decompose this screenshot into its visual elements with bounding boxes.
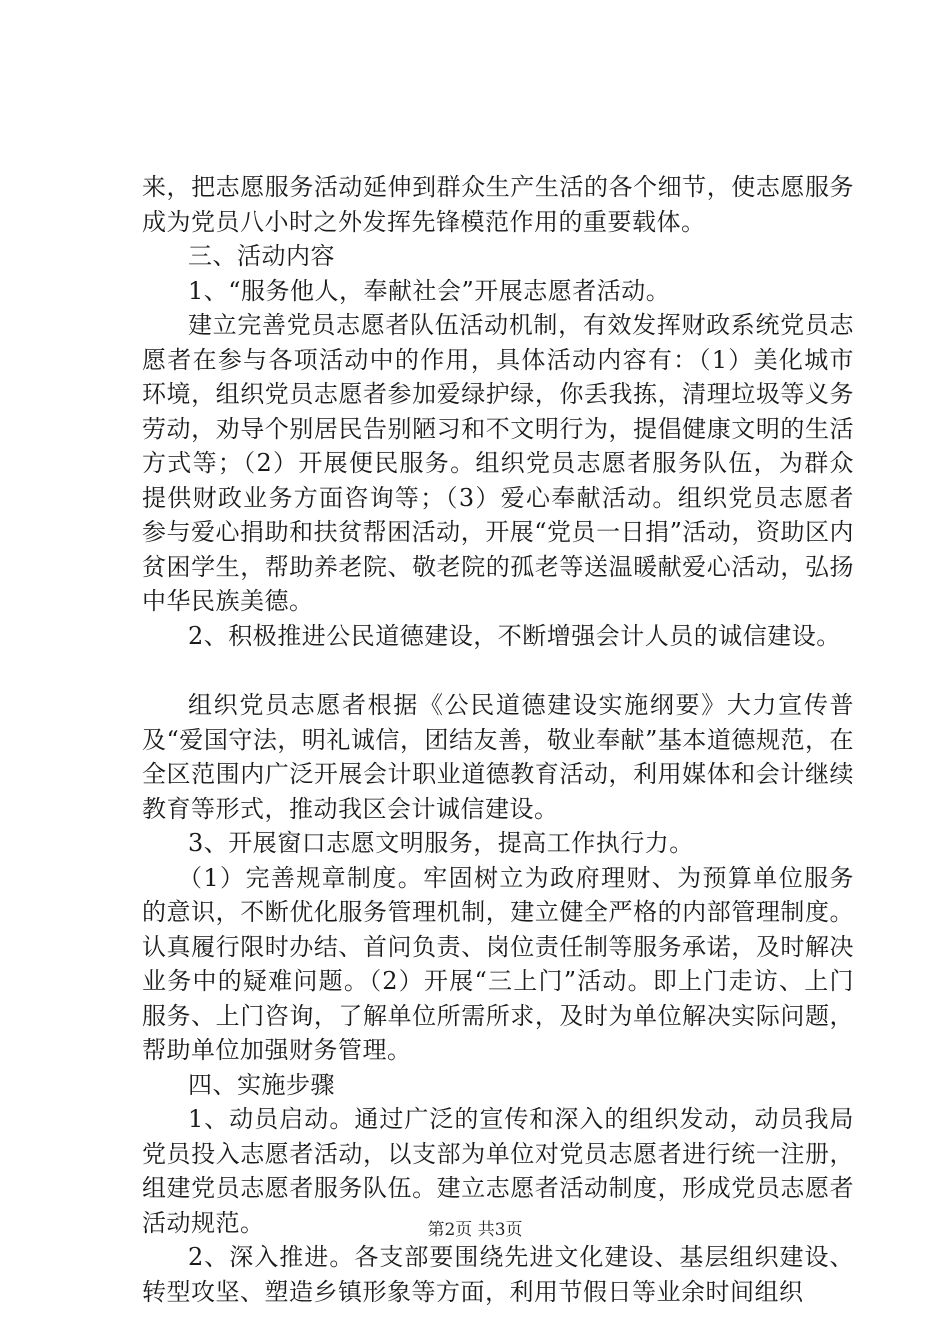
section-heading-activity-content: 三、活动内容	[188, 242, 335, 270]
paragraph-deepening: 2、深入推进。各支部要围绕先进文化建设、基层组织建设、转型攻坚、塑造乡镇形象等方面，利用节假日等业余时间组织	[142, 1243, 854, 1306]
page-indicator: 第2页 共3页	[427, 1220, 523, 1240]
paragraph-mobilization: 1、动员启动。通过广泛的宣传和深入的组织发动，动员我局党员投入志愿者活动，以支部为单位对党员志愿者进行统一注册，组建党员志愿者服务队伍。建立志愿者活动制度，形成党员志愿者活动规范。	[142, 1105, 854, 1237]
document-body	[142, 170, 854, 1309]
subheading-volunteer-activity: 1、“服务他人，奉献社会”开展志愿者活动。	[188, 276, 671, 305]
subheading-window-service: 3、开展窗口志愿文明服务，提高工作执行力。	[188, 829, 694, 857]
paragraph-continuation: 来，把志愿服务活动延伸到群众生产生活的各个细节，使志愿服务成为党员八小时之外发挥先锋模范作用的重要载体。	[142, 173, 854, 236]
paragraph-civic-morality: 组织党员志愿者根据《公民道德建设实施纲要》大力宣传普及“爱国守法，明礼诚信，团结友善，敬业奉献”基本道德规范，在全区范围内广泛开展会计职业道德教育活动，利用媒体和会计继续教育等形式，推动我区会计诚信建设。	[142, 691, 854, 823]
page-footer	[0, 1218, 950, 1242]
section-heading-implementation-steps: 四、实施步骤	[188, 1070, 335, 1099]
subheading-civic-morality: 2、积极推进公民道德建设，不断增强会计人员的诚信建设。	[188, 621, 841, 650]
paragraph-window-service: （1）完善规章制度。牢固树立为政府理财、为预算单位服务的意识，不断优化服务管理机制，建立健全严格的内部管理制度。认真履行限时办结、首问负责、岗位责任制等服务承诺，及时解决业务中的疑难问题。（2）开展“三上门”活动。即上门走访、上门服务、上门咨询，了解单位所需所求，及时为单位解决实际问题，帮助单位加强财务管理。	[142, 863, 854, 1064]
paragraph-volunteer-details: 建立完善党员志愿者队伍活动机制，有效发挥财政系统党员志愿者在参与各项活动中的作用，具体活动内容有：（1）美化城市环境，组织党员志愿者参加爱绿护绿，你丢我拣，清理垃圾等义务劳动，劝导个别居民告别陋习和不文明行为，提倡健康文明的生活方式等；（2）开展便民服务。组织党员志愿者服务队伍，为群众提供财政业务方面咨询等；（3）爱心奉献活动。组织党员志愿者参与爱心捐助和扶贫帮困活动，开展“党员一日捐”活动，资助区内贫困学生，帮助养老院、敬老院的孤老等送温暖献爱心活动，弘扬中华民族美德。	[142, 311, 854, 615]
